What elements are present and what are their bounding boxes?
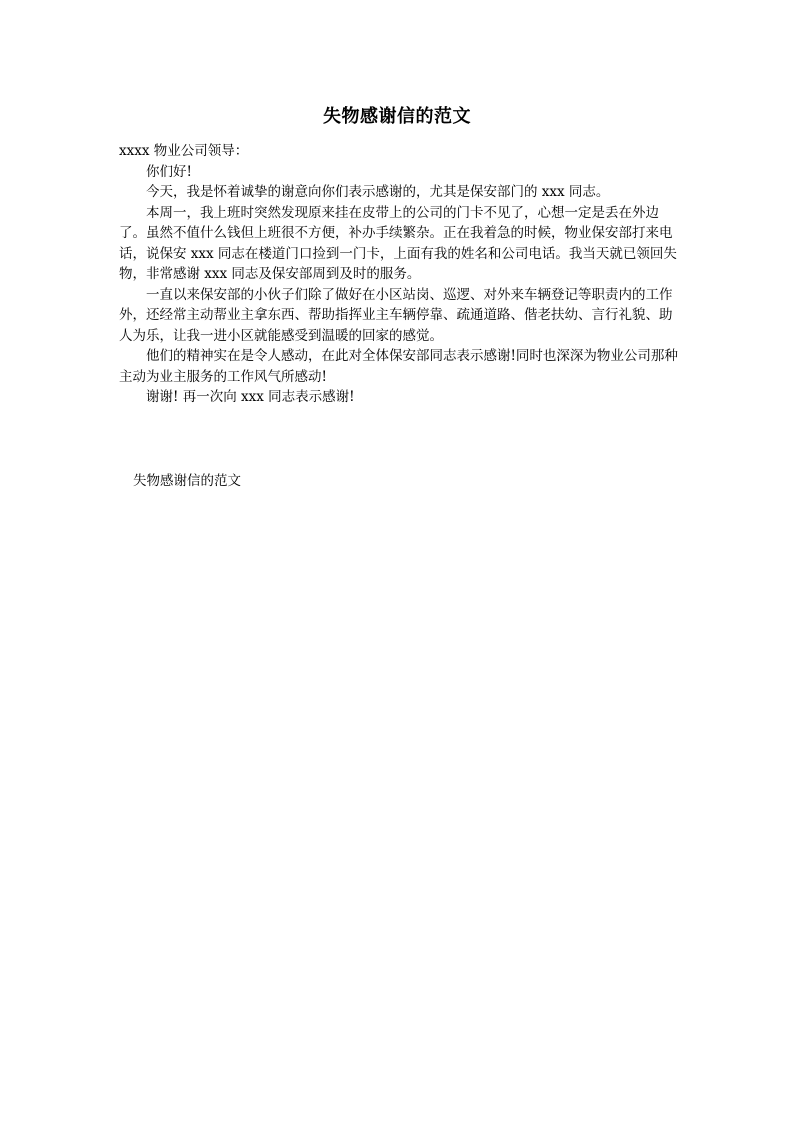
- salutation: xxxx 物业公司领导：: [119, 143, 249, 159]
- paragraph: 本周一，我上班时突然发现原来挂在皮带上的公司的门卡不见了，心想一定是丢在外边了。虽然不值什么钱但上班很不方便，补办手续繁杂。正在我着急的时候，物业保安部打来电话，说保安 xxx 同志在楼道门口捡到一门卡，上面有我的姓名和公司电话。我当天就已领回失物，非常感谢 xxx 同志及保安部周到及时的服务。: [119, 204, 677, 282]
- letter-body: [119, 141, 679, 408]
- paragraph: 今天，我是怀着诚挚的谢意向你们表示感谢的，尤其是保安部门的 xxx 同志。: [146, 184, 610, 200]
- closing-line: 谢谢! 再一次向 xxx 同志表示感谢!: [146, 389, 355, 405]
- paragraph: 他们的精神实在是令人感动，在此对全体保安部同志表示感谢!同时也深深为物业公司那种主动为业主服务的工作风气所感动!: [119, 348, 678, 385]
- paragraph: 一直以来保安部的小伙子们除了做好在小区站岗、巡逻、对外来车辆登记等职责内的工作外，还经常主动帮业主拿东西、帮助指挥业主车辆停靠、疏通道路、偕老扶幼、言行礼貌、助人为乐，让我一进小区就能感受到温暖的回家的感觉。: [119, 286, 673, 344]
- greeting: 你们好!: [146, 163, 192, 180]
- document-title: 失物感谢信的范文: [323, 106, 471, 127]
- footer-title: 失物感谢信的范文: [133, 473, 241, 489]
